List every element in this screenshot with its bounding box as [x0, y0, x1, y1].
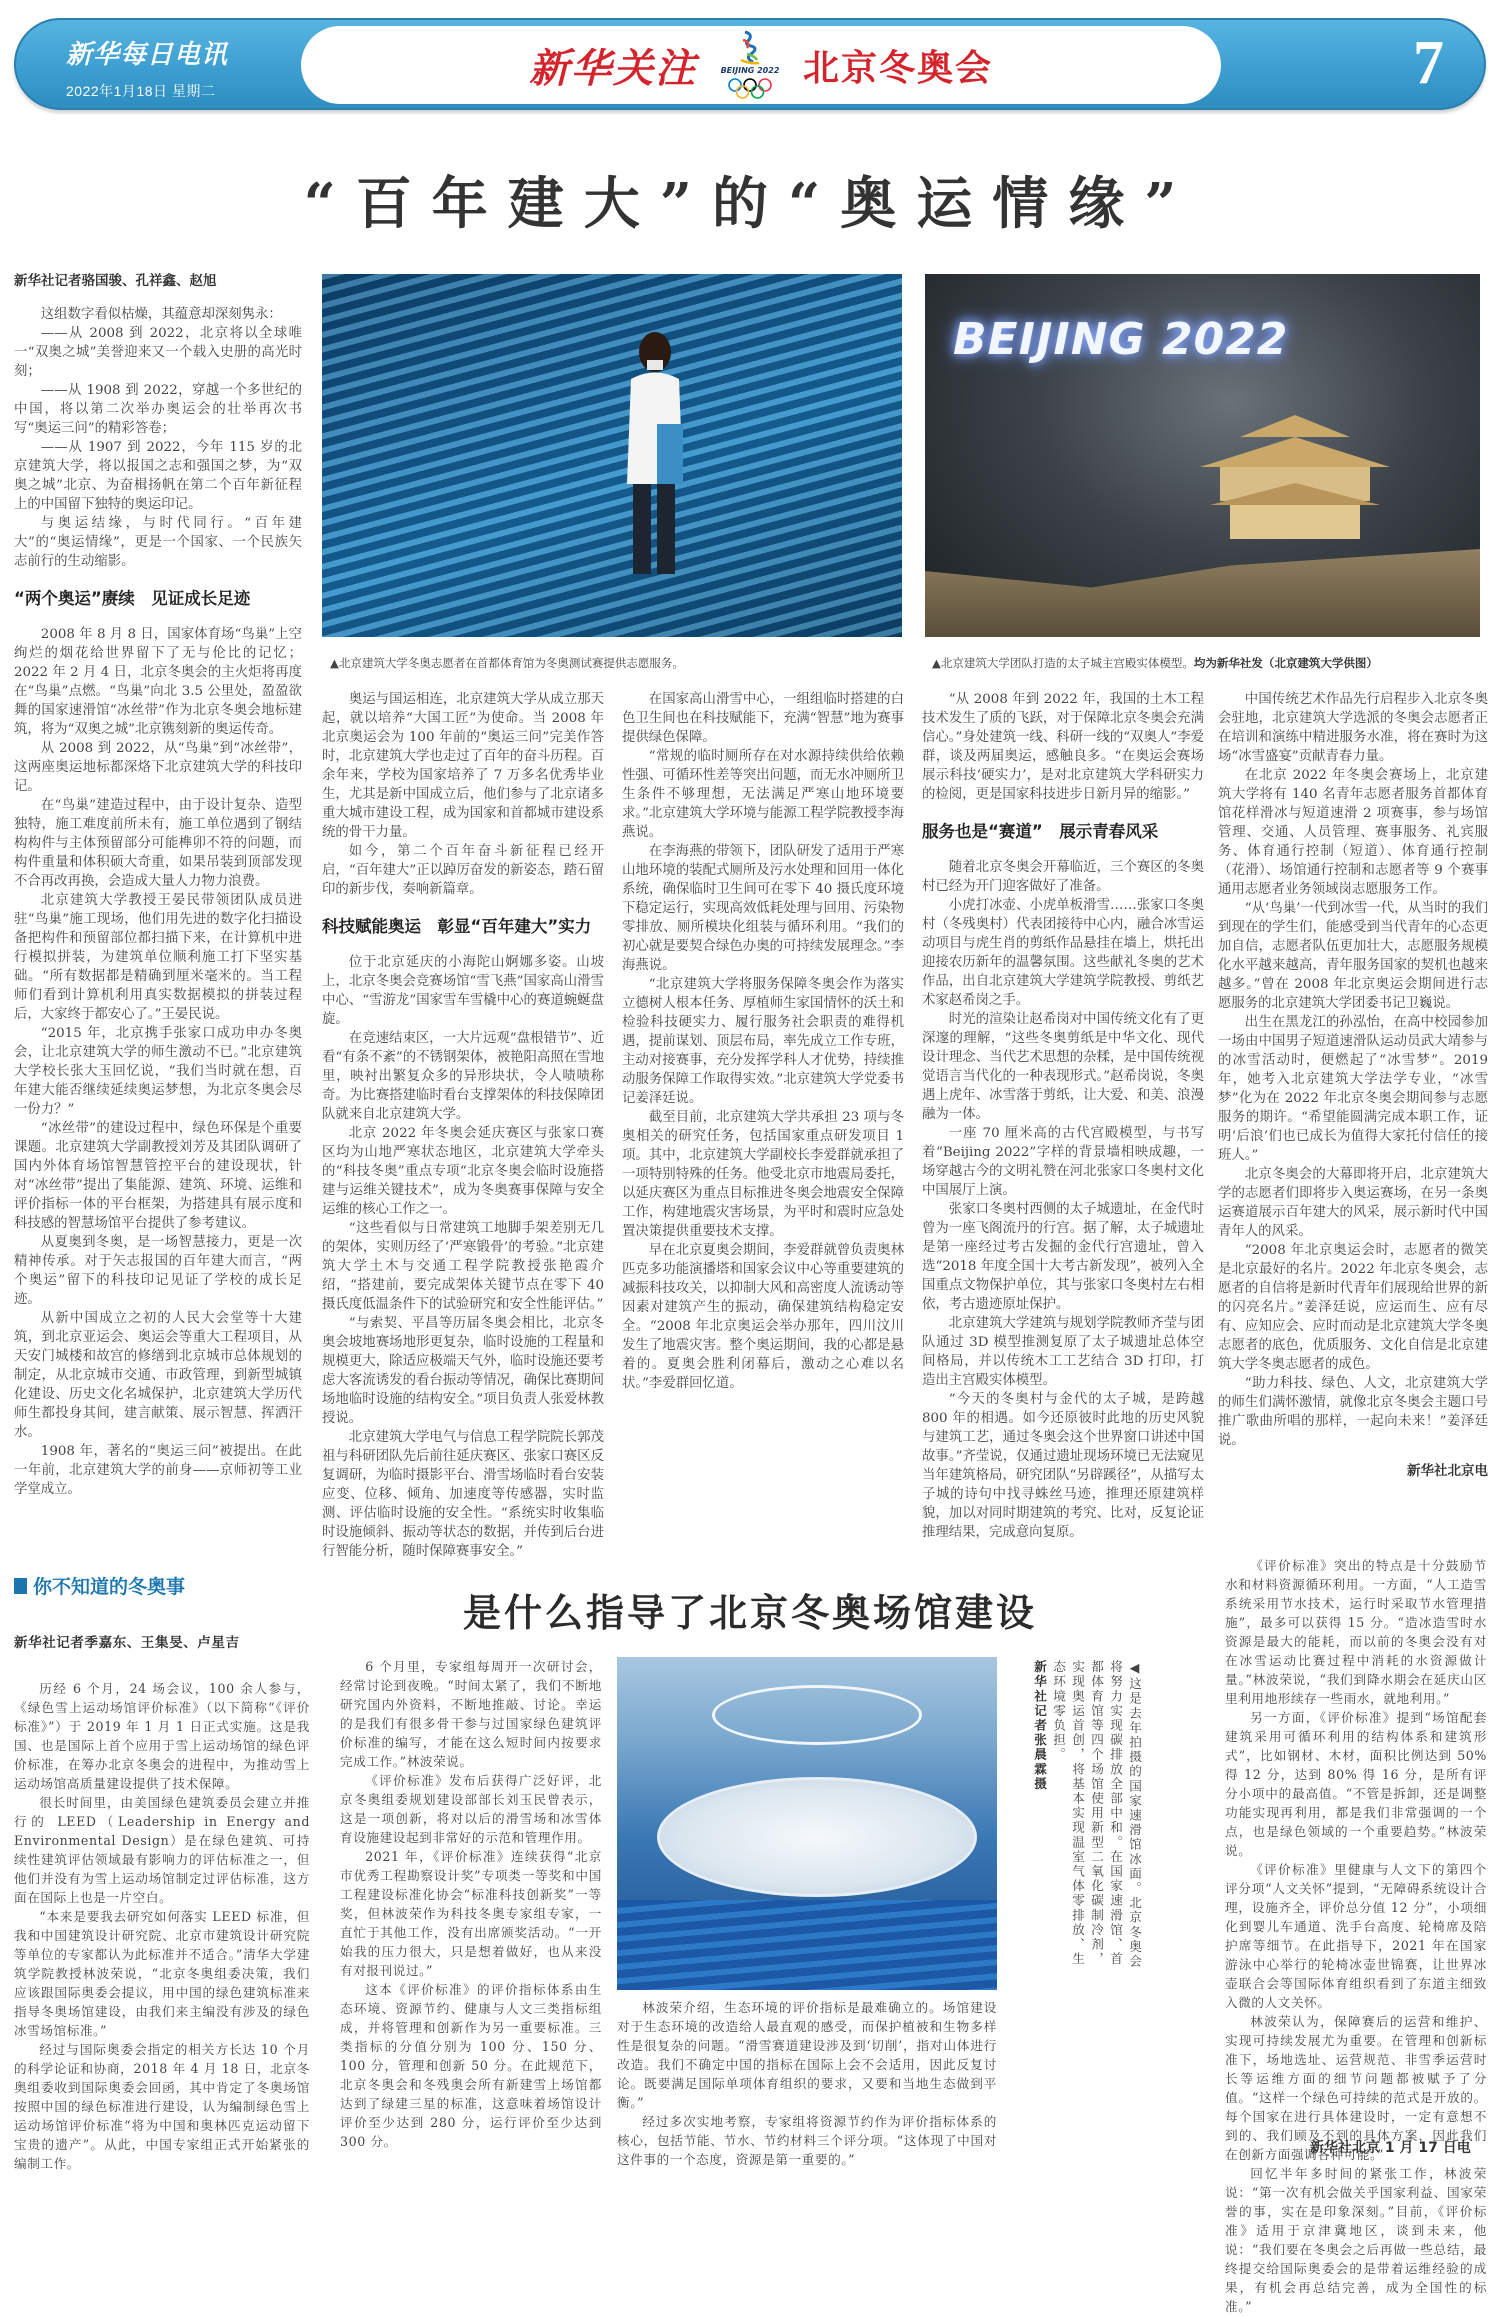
paragraph: 从新中国成立之初的人民大会堂等十大建筑，到北京亚运会、奥运会等重大工程项目，从天安门城楼和故宫的修缮到北京城市总体规划的制定，从北京城市交通、市政管理，到新型城镇化建设、历史文化名城保护，北京建筑大学历代师生都投身其间，建言献策、展示智慧、挥洒汗水。: [14, 1311, 302, 1440]
photo-caption: ▲北京建筑大学团队打造的太子城主宫殿实体模型。均为新华社发（北京建筑大学供图）: [932, 656, 1378, 670]
dateline: 新华社北京电: [1407, 1463, 1488, 1479]
article-1-column-3: [622, 690, 904, 1393]
paragraph: 中国传统艺术作品先行启程步入北京冬奥会驻地，北京建筑大学选派的冬奥会志愿者正在培训和演练中精进服务水准，将在赛时为这场“冰雪盛宴”贡献青春力量。: [1218, 692, 1488, 764]
paragraph: 《评价标准》里健康与人文下的第四个评分项“人文关怀”提到，“无障碍系统设计合理，设施齐全，评价总分值 12 分”，小项细化到婴儿车通道、洗手台高度、轮椅席及陪护席等细节。在此指导下，2021 年在国家游泳中心举行的轮椅冰壶世锦赛，让世界冰壶联合会等国际体育组织看到了东道主细致入微的人文关怀。: [1225, 1862, 1487, 2010]
paragraph: 出生在黑龙江的孙泓怡，在高中校园参加一场由中国男子短道速滑队运动员武大靖参与的冰雪活动时，便燃起了“冰雪梦”。2019 年，她考入北京建筑大学法学专业，“冰雪梦”化为在 2022 年北京冬奥会期间参与志愿服务的期许。“希望能圆满完成本职工作，证明‘后浪’们也已成长为值得大家托付信任的接班人。”: [1218, 1015, 1488, 1163]
paper-name: 新华每日电讯: [66, 40, 229, 70]
paragraph: “与索契、平昌等历届冬奥会相比，北京冬奥会坡地赛场地形更复杂，临时设施的工程量和规模更大，除适应极端天气外，临时设施还要考虑大客流诱发的看台振动等情况，确保比赛期间场地临时设施的结构安全。”项目负责人张爱林教授说。: [322, 1316, 604, 1426]
emblem-text: BEIJING 2022: [720, 66, 780, 75]
paragraph: 2008 年 8 月 8 日，国家体育场“鸟巢”上空绚烂的烟花给世界留下了无与伦比的记忆；2022 年 2 月 4 日，北京冬奥会的主火炬将再度在“鸟巢”点燃。“鸟巢”向北 3.5 公里处，盈盈欲舞的国家速滑馆“冰丝带”作为北京冬奥会地标建筑，将为“双奥之城”北京镌刻新的奥运传奇。: [14, 627, 302, 737]
paragraph: 早在北京夏奥会期间，李爱群就曾负责奥林匹克多功能演播塔和国家会议中心等重要建筑的减振科技攻关，以抑制大风和高密度人流诱动等因素对建筑产生的振动，确保建筑结构稳定安全。“2008 年北京奥运会举办那年，四川汶川发生了地震灾害。整个奥运期间，我的心都是悬着的。夏奥会胜利闭幕后，激动之心难以名状。”李爱群回忆道。: [622, 1243, 904, 1391]
article-2-column-2: [340, 1657, 602, 2151]
paragraph: “2015 年，北京携手张家口成功申办冬奥会，让北京建筑大学的师生激动不已。”北京建筑大学校长张大玉回忆说，“我们当时就在想，百年建大能否继续延续奥运梦想，为北京冬奥会尽一份力？”: [14, 1026, 302, 1117]
article-2-column-4: [1225, 1556, 1487, 2316]
paragraph: ——从 1907 到 2022，今年 115 岁的北京建筑大学，将以报国之志和强国之梦，为“双奥之城”北京、为奋楫扬帆在第二个百年新征程上的中国留下独特的奥运印记。: [14, 440, 302, 512]
photo-caption: ▲北京建筑大学冬奥志愿者在首都体育馆为冬奥测试赛提供志愿服务。: [330, 656, 684, 670]
column-label: 新华关注: [528, 44, 697, 92]
paragraph: “从 2008 年到 2022 年，我国的土木工程技术发生了质的飞跃，对于保障北京冬奥会充满信心。”身处建筑一线、科研一线的“双奥人”李爱群，谈及两届奥运，感触良多。“在奥运会赛场展示科技‘硬实力’，是对北京建筑大学科研实力的检阅，更是国家科技进步日新月异的缩影。”: [922, 692, 1204, 802]
paragraph: 张家口冬奥村西侧的太子城遗址，在金代时曾为一座飞阁流丹的行宫。据了解，太子城遗址是第一座经过考古发掘的金代行宫遗址，曾入选“2018 年度全国十大考古新发现”，被列入全国重点文物保护单位，其与张家口冬奥村左右相依，考古遗迹原址保护。: [922, 1202, 1204, 1312]
masthead-banner: [301, 26, 1221, 104]
beijing-2022-wall-text: BEIJING 2022: [953, 314, 1289, 365]
beijing-2022-emblem-icon: [715, 28, 785, 102]
paragraph: 从 2008 到 2022，从“鸟巢”到“冰丝带”，这两座奥运地标都深烙下北京建筑大学的科技印记。: [14, 741, 302, 794]
paragraph: “北京建筑大学将服务保障冬奥会作为落实立德树人根本任务、厚植师生家国情怀的沃土和检验科技硬实力、履行服务社会职责的难得机遇，提前谋划、顶层布局，率先成立工作专班，主动对接赛事，充分发挥学科人才优势，持续推动服务保障工作取得实效。”北京建筑大学党委书记姜泽廷说。: [622, 977, 904, 1106]
masthead: [14, 18, 1486, 110]
paragraph: 另一方面，《评价标准》提到“场馆配套建筑采用可循环利用的结构体系和建筑形式”，比如钢材、木材，面积比例达到 50% 得 12 分，达到 80% 得 16 分，是所有评分小项中的最高值。“不管是拆卸，还是调整功能实现再利用，都是我们非常强调的一个点，也是绿色领域的一个重要趋势。”林波荣说。: [1225, 1710, 1487, 1858]
paragraph: 《评价标准》发布后获得广泛好评，北京冬奥组委规划建设部部长刘玉民曾表示，这是一项创新，将对以后的滑雪场和冰雪体育设施建设起到非常好的示范和管理作用。: [340, 1773, 602, 1845]
article-headline: “百年建大”的“奥运情缘”: [303, 171, 1197, 237]
byline: 新华社记者骆国骏、孔祥鑫、赵旭: [14, 273, 217, 289]
paragraph: 一座 70 厘米高的古代宫殿模型，与书写着“Beijing 2022”字样的背景墙相映成趣，一场穿越古今的文明礼赞在河北张家口冬奥村文化中国展厅上演。: [922, 1126, 1204, 1198]
topic-label: 北京冬奥会: [802, 47, 993, 89]
subhead: 服务也是“赛道” 展示青春风采: [922, 822, 1159, 841]
paragraph: 在李海燕的带领下，团队研发了适用于严寒山地环境的装配式厕所及污水处理和回用一体化系统，确保临时卫生间可在零下 40 摄氏度环境下稳定运行，实现高效低耗处理与回用、污染物零排放、厕所模块化组装与循环利用。“我们的初心就是要契合绿色办奥的可持续发展理念。”李海燕说。: [622, 844, 904, 973]
paragraph: 《评价标准》突出的特点是十分鼓励节水和材料资源循环利用。一方面，“人工造雪系统采用节水技术，运行时采取节水管理措施”，最多可以获得 15 分。“造冰造雪时水资源是最大的能耗，而以前的冬奥会没有对在冰雪运动比赛过程中消耗的水资源做计量。”林波荣说，“我们到降水期会在延庆山区里利用地形续存一些雨水，就地利用。”: [1225, 1558, 1487, 1706]
paragraph: “从‘鸟巢’一代到冰雪一代，从当时的我们到现在的学生们，能感受到当代青年的心态更加自信，志愿者队伍更加壮大，志愿服务规模化水平越来越高，青年服务国家的契机也越来越多。”曾在 2008 年北京奥运会期间进行志愿服务的北京建筑大学团委书记卫巍说。: [1218, 901, 1488, 1011]
issue-date: 2022年1月18日 星期二: [66, 83, 216, 99]
paragraph: “助力科技、绿色、人文，北京建筑大学的师生们满怀激情，就像北京冬奥会主题口号推广歌曲所唱的那样，一起向未来！”姜泽廷说。: [1218, 1376, 1488, 1448]
paragraph: 北京 2022 年冬奥会延庆赛区与张家口赛区均为山地严寒状态地区，北京建筑大学牵头的“科技冬奥”重点专项“北京冬奥会临时设施搭建与运维关键技术”，成为冬奥赛事保障与安全运维的核心工作之一。: [322, 1126, 604, 1217]
paragraph: 位于北京延庆的小海陀山婀娜多姿。山坡上，北京冬奥会竞赛场馆“雪飞燕”国家高山滑雪中心、“雪游龙”国家雪车雪橇中心的赛道蜿蜒盘旋。: [322, 955, 604, 1027]
paragraph: 经过与国际奥委会指定的相关方长达 10 个月的科学论证和协商，2018 年 4 月 18 日，北京冬奥组委收到国际奥委会回函，其中肯定了冬奥场馆按照中国的绿色标准进行建设，认为编制绿色雪上运动场馆评价标准“将为中国和奥林匹克运动留下宝贵的遗产”。从此，中国专家组正式开始紧张的编制工作。: [14, 2042, 310, 2171]
paragraph: 随着北京冬奥会开幕临近，三个赛区的冬奥村已经为开门迎客做好了准备。: [922, 860, 1204, 894]
byline: 新华社记者季嘉东、王集旻、卢星吉: [14, 1635, 240, 1651]
paragraph: 林波荣认为，保障赛后的运营和维护、实现可持续发展尤为重要。在管理和创新标准下，场地选址、运营规范、非雪季运营时长等运维方面的细节问题都被赋予了分值。“这样一个绿色可持续的范式是开放的。每个国家在进行具体建设时，一定有意想不到的、我们顾及不到的具体方案，因此我们在创新方面强调各种可能。”: [1225, 2014, 1487, 2162]
masthead-left: [66, 34, 276, 101]
paragraph: ——从 1908 到 2022，穿越一个多世纪的中国，将以第二次举办奥运会的壮举再次书写“奥运三问”的精彩答卷；: [14, 383, 302, 436]
photo-credit: 新华社记者张晨霖摄: [1032, 1660, 1047, 1792]
section-tag: 你不知道的冬奥事: [14, 1572, 185, 1599]
paragraph: 北京建筑大学建筑与规划学院教师齐莹与团队通过 3D 模型推测复原了太子城遗址总体空间格局，并以传统木工工艺结合 3D 打印，打造出主宫殿实体模型。: [922, 1316, 1204, 1388]
paragraph: 经过多次实地考察，专家组将资源节约作为评价指标体系的核心，包括节能、节水、节约材料三个评分项。“这体现了中国对这件事的一个态度，资源是第一重要的。”: [617, 2114, 997, 2167]
palace-model-photo: [925, 274, 1480, 637]
dateline: 新华社北京 1 月 17 日电: [1310, 2140, 1471, 2156]
photo-credit: 均为新华社发（北京建筑大学供图）: [1193, 656, 1378, 670]
article-2-column-3: [617, 1998, 997, 2169]
paragraph: 很长时间里，由美国绿色建筑委员会建立并推行的 LEED（Leadership in Energy and Environmental Design）是在绿色建筑、可持续性建筑评估领域最有影响力的评估标准之一，但他们并没有为雪上运动场馆制定过评估标准，这方面在国际上也是一片空白。: [14, 1795, 310, 1905]
paragraph: “本来是要我去研究如何落实 LEED 标准，但我和中国建筑设计研究院、北京市建筑设计研究院等单位的专家都认为此标准并不适合。”清华大学建筑学院教授林波荣说，“北京冬奥组委决策，我们应该跟国际奥委会提议，用中国的绿色建筑标准来指导冬奥场馆建设，由我们来主编没有涉及的绿色冰雪场馆标准。”: [14, 1909, 310, 2038]
article-1-column-1: [14, 272, 302, 1499]
paragraph: ——从 2008 到 2022，北京将以全球唯一“双奥之城”美誉迎来又一个载入史册的高光时刻；: [14, 326, 302, 379]
page-number: 7: [1413, 29, 1444, 97]
square-bullet-icon: [14, 1578, 27, 1594]
paragraph: 这组数字看似枯燥，其蕴意却深刻隽永：: [40, 307, 282, 322]
paragraph: 小虎打冰壶、小虎单板滑雪……张家口冬奥村（冬残奥村）代表团接待中心内，融合冰雪运动项目与虎生肖的剪纸作品悬挂在墙上，烘托出迎接农历新年的温馨氛围。这些献礼冬奥的艺术作品，出自北京建筑大学建筑学院教授、剪纸艺术家赵希岗之手。: [922, 898, 1204, 1008]
paragraph: 在北京 2022 年冬奥会赛场上，北京建筑大学将有 140 名青年志愿者服务首都体育馆花样滑冰与短道速滑 2 项赛事，参与场馆管理、交通、人员管理、赛事服务、礼宾服务、体育通行控制（短道）、体育通行控制（花滑）、场馆通行控制和志愿者等 9 个赛事通用志愿者业务领域岗志愿服务工作。: [1218, 768, 1488, 897]
paragraph: 在国家高山滑雪中心，一组组临时搭建的白色卫生间也在科技赋能下，充满“智慧”地为赛事提供绿色保障。: [622, 692, 904, 745]
paragraph: “这些看似与日常建筑工地脚手架差别无几的架体，实则历经了‘严寒锻骨’的考验。”北京建筑大学土木与交通工程学院教授张艳霞介绍，“搭建前，要完成架体关键节点在零下 40 摄氏度低温条件下的试验研究和安全性能评估。”: [322, 1221, 604, 1312]
paragraph: 在竞速结束区，一大片远观“盘根错节”、近看“有条不紊”的不锈钢架体，被艳阳高照在雪地里，映衬出繁复众多的异形块状，令人啧啧称奇。为比赛搭建临时看台支撑架体的科技保障团队就来自北京建筑大学。: [322, 1031, 604, 1122]
paragraph: 在“鸟巢”建造过程中，由于设计复杂、造型独特，施工难度前所未有，施工单位遇到了钢结构构件与主体预留部分可能榫卯不符的问题，而构件重量和体积硕大奇重，如果吊装到顶部发现不合再改再换，会造成大量人力物力浪费。: [14, 798, 302, 889]
paragraph: “今天的冬奥村与金代的太子城，是跨越 800 年的相遇。如今还原彼时此地的历史风貌与建筑工艺，通过冬奥会这个世界窗口讲述中国故事。”齐莹说，仅通过遗址现场环境已无法窥见当年建筑格局，研究团队“另辟蹊径”，从描写太子城的诗句中找寻蛛丝马迹，推理还原建筑样貌，加以对同时期建筑的考究、比对，反复论证推理结果，完成意向复原。: [922, 1392, 1204, 1540]
paragraph: 2021 年，《评价标准》连续获得“北京市优秀工程勘察设计奖”专项类一等奖和中国工程建设标准化协会“标准科技创新奖”一等奖，但林波荣作为科技冬奥专家组专家，一直忙于其他工作，没有出席颁奖活动。“一开始我的压力很大，只是想着做好，也从来没有对报刊说过。”: [340, 1849, 602, 1978]
paragraph: 时光的渲染让赵希岗对中国传统文化有了更深邃的理解，“这些冬奥剪纸是中华文化、现代设计理念、当代艺术思想的杂糅，是中国传统视觉语言当代化的一种表现形式。”赵希岗说，冬奥遇上虎年、冰雪落于剪纸，让大爱、和美、浪漫融为一体。: [922, 1012, 1204, 1122]
article-2-headline: 是什么指导了北京冬奥场馆建设: [462, 1591, 1037, 1635]
paragraph: 如今，第二个百年奋斗新征程已经开启，“百年建大”正以踔厉奋发的新姿态，踏石留印的新步伐，奏响新篇章。: [322, 844, 604, 897]
paragraph: 1908 年，著名的“奥运三问”被提出。在此一年前，北京建筑大学的前身——京师初等工业学堂成立。: [14, 1444, 302, 1497]
paragraph: 北京建筑大学电气与信息工程学院院长郭茂祖与科研团队先后前往延庆赛区、张家口赛区反复调研，为临时摄影平台、滑雪场临时看台安装应变、位移、倾角、加速度等传感器，实时监测、评估临时设施的安全性。“系统实时收集临时设施倾斜、振动等状态的数据，并传到后台进行智能分析，随时保障赛事安全。”: [322, 1430, 604, 1559]
speed-skating-oval-photo: [617, 1657, 997, 1990]
olympic-rings-icon: [727, 78, 773, 100]
subhead: 科技赋能奥运 彰显“百年建大”实力: [322, 917, 592, 936]
paragraph: 北京冬奥会的大幕即将开启，北京建筑大学的志愿者们即将步入奥运赛场，在另一条奥运赛道展示百年建大的风采，展示新时代中国青年人的风采。: [1218, 1167, 1488, 1239]
paragraph: 历经 6 个月，24 场会议，100 余人参与，《绿色雪上运动场馆评价标准》（以下简称“《评价标准》”）于 2019 年 1 月 1 日正式实施。这是我国、也是国际上首个应用于雪上运动场馆的绿色评价标准，在筹办北京冬奥会的进程中，为推动雪上运动场馆高质量建设提供了技术保障。: [14, 1681, 310, 1791]
paragraph: “2008 年北京奥运会时，志愿者的微笑是北京最好的名片。2022 年北京冬奥会，志愿者的自信将是新时代青年们展现给世界的新的闪亮名片。”姜泽廷说，应运而生、应有尽有、应知应会、应时而动是北京建筑大学冬奥志愿者的底色，优质服务、文化自信是北京建筑大学冬奥志愿者的成色。: [1218, 1243, 1488, 1372]
paragraph: 这本《评价标准》的评价指标体系由生态环境、资源节约、健康与人文三类指标组成，并将管理和创新作为另一重要标准。三类指标的分值分别为 100 分、150 分、100 分，管理和创新 50 分。在此规范下，北京冬奥会和冬残奥会所有新建雪上场馆都达到了绿建三星的标准，这意味着场馆设计评价至少达到 280 分，运行评价至少达到 300 分。: [340, 1982, 602, 2149]
article-1-column-4: [922, 690, 1204, 1542]
paragraph: 与奥运结缘，与时代同行。“百年建大”的“奥运情缘”，更是一个国家、一个民族矢志前行的生动缩影。: [14, 516, 302, 569]
paragraph: “冰丝带”的建设过程中，绿色环保是个重要课题。北京建筑大学副教授刘芳及其团队调研了国内外体育场馆智慧管控平台的建设现状，针对“冰丝带”提出了集能源、建筑、环境、运维和评价指标一体的平台框架，为搭建具有展示度和科技感的智慧场馆平台提供了参考建议。: [14, 1121, 302, 1231]
stadium-volunteer-photo: [322, 274, 902, 637]
paragraph: “常规的临时厕所存在对水源持续供给依赖性强、可循环性差等突出问题，而无水冲厕所卫生条件不够理想，无法满足严寒山地环境要求。”北京建筑大学环境与能源工程学院教授李海燕说。: [622, 749, 904, 840]
paragraph: 截至目前，北京建筑大学共承担 23 项与冬奥相关的研究任务，包括国家重点研发项目 1 项。其中，北京建筑大学副校长李爱群就承担了一项特别特殊的任务。他受北京市地震局委托，以延庆赛区为重点目标推进冬奥会地震安全保障工作，构建地震灾害场景，为平时和震时应急处置决策提供重要技术支撑。: [622, 1110, 904, 1239]
article-1-column-5: [1218, 690, 1488, 1481]
paragraph: 北京建筑大学教授王晏民带领团队成员进驻“鸟巢”施工现场，他们用先进的数字化扫描设备把构件和预留部位都扫描下来，在计算机中进行模拟拼装，为建筑单位顺利施工打下坚实基础。“所有数据都是精确到厘米毫米的。当工程师们看到计算机利用真实数据模拟的拼装过程后，大家终于都安心了。”王晏民说。: [14, 893, 302, 1022]
article-2-column-1: [14, 1634, 310, 2173]
article-1-column-2: [322, 690, 604, 1561]
paragraph: 6 个月里，专家组每周开一次研讨会，经常讨论到夜晚。“时间太紧了，我们不断地研究国内外资料，不断地推敲、讨论。幸运的是我们有很多骨干参与过国家绿色建筑评价标准的编写，才能在这么短时间内按要求完成工作。”林波荣说。: [340, 1659, 602, 1769]
paragraph: 从夏奥到冬奥，是一场智慧接力，更是一次精神传承。对于矢志报国的百年建大而言，“两个奥运”留下的科技印记见证了学校的成长足迹。: [14, 1235, 302, 1307]
photo-caption-vertical: ◀这是去年拍摄的国家速滑馆冰面。北京冬奥会将努力实现碳排放全部中和。在国家速滑馆、首都体育馆等四个场馆使用新型二氧化碳制冷剂，实现奥运首创，将基本实现温室气体零排放、生态环境零负担。 新华社记者张晨霖摄: [1030, 1660, 1144, 1980]
subhead: “两个奥运”赓续 见证成长足迹: [14, 589, 251, 608]
volunteer-figure: [617, 324, 692, 589]
paragraph: 回忆半年多时间的紧张工作，林波荣说：“第一次有机会做关乎国家利益、国家荣誉的事，实在是印象深刻。”目前，《评价标准》适用于京津冀地区，谈到未来，他说：“我们要在冬奥会之后再做一些总结，最终提交给国际奥委会的是带着运维经验的成果，有机会再总结完善，成为全国性的标准。”: [1225, 2166, 1487, 2314]
paragraph: 奥运与国运相连，北京建筑大学从成立那天起，就以培养“大国工匠”为使命。当 2008 年北京奥运会为 100 年前的“奥运三问”完美作答时，北京建筑大学也走过了百年的奋斗历程。百余年来，学校为国家培养了 7 万多名优秀毕业生，尤其是新中国成立后，他们参与了北京诸多重大城市建设工程，成为国家和首都城市建设系统的骨干力量。: [322, 692, 604, 840]
winter-games-mark-icon: [737, 30, 763, 66]
paragraph: 林波荣介绍，生态环境的评价指标是最难确立的。场馆建设对于生态环境的改造给人最直观的感受，而保护植被和生物多样性是很复杂的问题。“滑雪赛道建设涉及到‘切削’，指对山体进行改造。我们不确定中国的指标在国际上会不会适用，因此反复讨论。既要满足国际单项体育组织的要求，又要和当地生态做到平衡。”: [617, 2000, 997, 2110]
palace-model: [1190, 409, 1400, 559]
